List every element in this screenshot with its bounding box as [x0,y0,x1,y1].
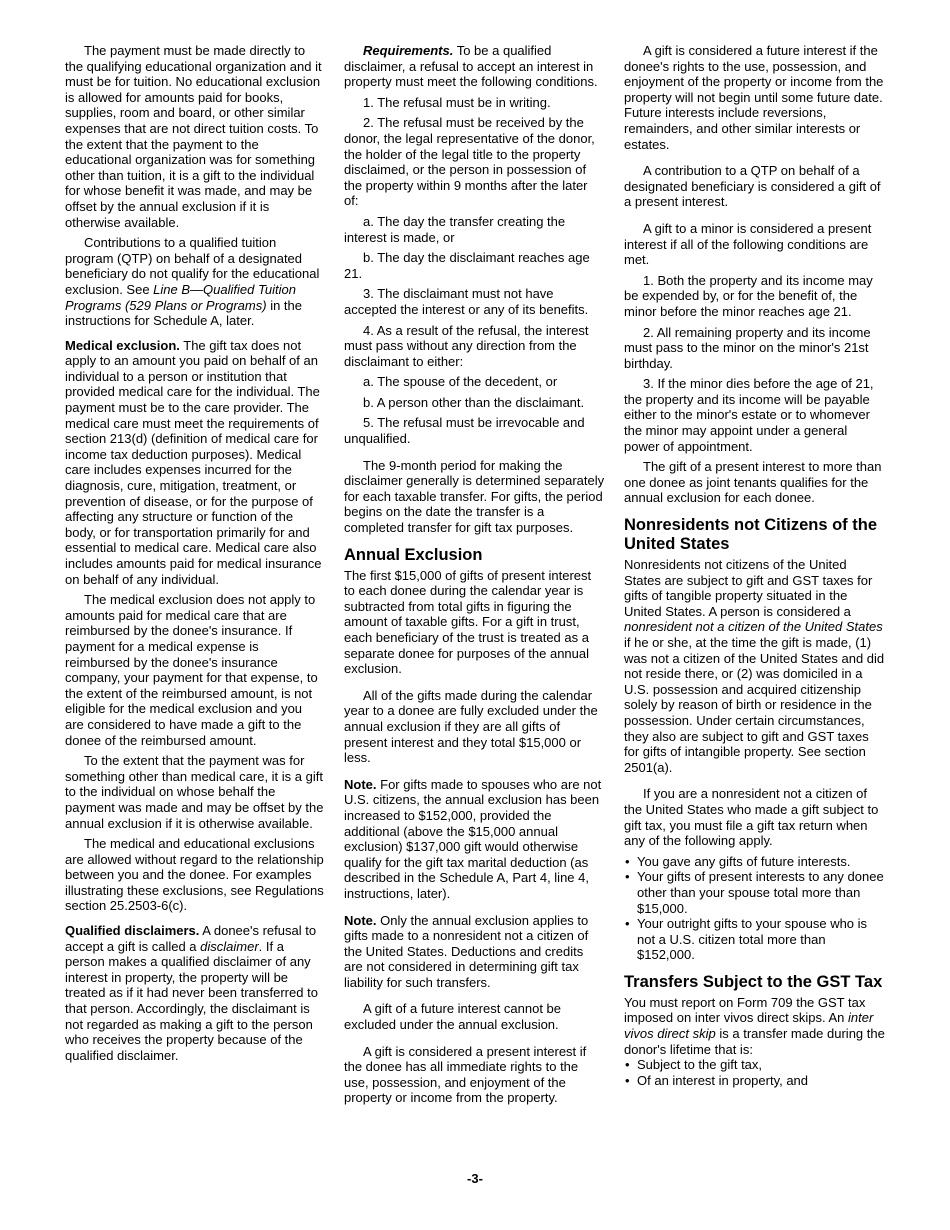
run-in-heading: Qualified disclaimers. [65,923,200,939]
bullet-item: • You gave any gifts of future interests. [624,854,886,870]
section-heading: Transfers Subject to the GST Tax [624,972,883,991]
paragraph: The payment must be made directly to the qualifying educational organization and it must be for tuition. No educational exclusion is allowed for amounts paid for books, supplies, room and board, or other similar expenses that are not direct tuition costs. To the extent that the payment to the educational organization was for something other than tuition, it is a gift to the individual for whose benefit it was made, and may be offset by the annual exclusion if it is otherwise available. [65,43,322,230]
paragraph: The medical and educational exclusions are allowed without regard to the relationship between you and the donee. For examples illustrating these exclusions, see Regulations section 25.2503-6(c). [65,836,324,914]
text: . If a person makes a qualified disclaimer of any interest in property, the property will be treated as if it had never been transferred to that person. Accordingly, the disclaimant is not regarded as making a gift to the person who receives the property because of the qualified disclaimer. [65,938,318,1063]
text: You must report on Form 709 the GST tax imposed on inter vivos direct skips. An [624,994,866,1026]
section-heading: Annual Exclusion [344,545,483,564]
bullet-item: • Of an interest in property, and [624,1073,886,1089]
paragraph: A gift of a future interest cannot be excluded under the annual exclusion. [344,1001,562,1033]
list-item: 4. As a result of the refusal, the interest must pass without any direction from the disclaimant to either: [344,322,589,369]
list-item: b. The day the disclaimant reaches age 21. [344,250,590,281]
text: A donee's refusal to accept a gift is called a [65,923,317,954]
term: inter vivos direct skip [624,1010,874,1042]
reference-link: Line B—Qualified Tuition Programs (529 Plans or Programs) [65,281,297,313]
note [344,913,605,991]
paragraph: The 9-month period for making the disclaimer generally is determined separately for each taxable transfer. For gifts, the period begins on the date the transfer is a completed transfer for gift tax purposes. [344,457,605,536]
note-label: Note. [344,912,377,928]
paragraph: The first $15,000 of gifts of present interest to each donee during the calendar year is subtracted from total gifts in figuring the amount of taxable gifts. For a gift in trust, each beneficiary of the trust is treated as a separate donee for purposes of the annual exclusion. [344,567,592,677]
paragraph: A gift to a minor is considered a present interest if all of the following conditions are met. [624,220,872,268]
list-item: b. A person other than the disclaimant. [363,394,585,410]
page-number: -3- [467,1171,483,1186]
text: if he or she, at the time the gift is made, (1) was not a citizen of the United States and did not reside there, or (2) was domiciled in a U.S. possession and acquired citizenship solely by reason of birth or residence in the possession. Under certain circumstances, they also are subject to gift and GST taxes for gifts of intangible property. See section 2501(a). [624,635,885,775]
list-item: 5. The refusal must be irrevocable and unqualified. [344,415,585,447]
list-item: 3. The disclaimant must not have accepted the interest or any of its benefits. [344,286,589,317]
paragraph [65,923,324,1063]
bullet-item: • Subject to the gift tax, [624,1057,886,1073]
paragraph [624,995,886,1057]
text: Contributions to a qualified tuition program (QTP) on behalf of a designated beneficiary do not qualify for the educational exclusion. See [65,235,320,297]
bullet-item: • Your gifts of present interests to any donee other than your spouse total more than $15,000. [624,869,886,916]
paragraph: The medical exclusion does not apply to amounts paid for medical care that are reimbursed by the donee's insurance. If payment for a medical expense is reimbursed by the donee's insurance company, your payment for that expense, to the extent of the reimbursed amount, is not eligible for the medical exclusion and you are considered to have made a gift to the donee of the reimbursed amount. [65,592,318,748]
list-item: 1. Both the property and its income may be expended by, or for the benefit of, the minor before the minor reaches age 21. [624,272,873,319]
list-item: 3. If the minor dies before the age of 21, the property and its income will be payable either to the minor's estate or to whomever the minor may appoint under a general power of appointment. [624,376,874,454]
paragraph: All of the gifts made during the calendar year to a donee are fully excluded under the annual exclusion if they are all gifts of present interest and they total $15,000 or less. [344,687,598,766]
paragraph [344,43,605,90]
paragraph [65,338,324,588]
text: Nonresidents not citizens of the United States are subject to gift and GST taxes for gifts of tangible property situated in the United States. A person is considered a [624,557,873,619]
text: For gifts made to spouses who are not U.S. citizens, the annual exclusion has been increased to $152,000, provided the additional (above the $15,000 annual exclusion) $137,000 gift would otherwise qualify for the gift tax marital deduction (as described in the Schedule A, Part 4, line 4, instructions, later). [344,776,602,901]
text: is a transfer made during the donor's lifetime that is: [624,1026,885,1057]
list-item: 2. The refusal must be received by the donor, the legal representative of the donor, the holder of the legal title to the property disclaimed, or the person in possession of the property within 9 months after the later of: [344,115,595,209]
text: Only the annual exclusion applies to gifts made to a nonresident not a citizen of the United States. Deductions and credits are not considered in determining gift tax liability for such transfers. [344,912,589,990]
list-item: a. The day the transfer creating the interest is made, or [344,213,566,245]
paragraph: A contribution to a QTP on behalf of a designated beneficiary is considered a gift of a present interest. [624,163,881,210]
paragraph [65,235,324,329]
bullet-item: • Your outright gifts to your spouse who is not a U.S. citizen total more than $152,000. [624,916,886,963]
text: in the instructions for Schedule A, later. [65,297,302,329]
list-item: 2. All remaining property and its income must pass to the minor on the minor's 21st birthday. [624,324,871,371]
term: nonresident not a citizen of the United States [624,619,883,635]
term: disclaimer [200,938,259,954]
list-item: 1. The refusal must be in writing. [363,94,551,110]
text: To be a qualified disclaimer, a refusal to accept an interest in property must meet the following conditions. [344,43,598,90]
note [344,777,605,902]
column-3 [624,43,886,1088]
text: The gift tax does not apply to an amount you paid on behalf of an individual to a person or institution that provided medical care for the individual. The payment must be to the care provider. The medical care must meet the requirements of section 213(d) (definition of medical care for income tax deduction purposes). Medical care includes expenses incurred for the diagnosis, cure, mitigation, treatment, or prevention of disease, or for the purpose of affecting any structure or function of the body, or for transportation primarily for and essential to medical care. Medical care also includes amounts paid for medical insurance on behalf of any individual. [65,337,322,587]
list-item: a. The spouse of the decedent, or [363,374,558,390]
column-1 [65,43,324,1068]
paragraph [624,557,886,775]
paragraph: A gift is considered a present interest if the donee has all immediate rights to the use, possession, and enjoyment of the property or income from the property. [344,1043,587,1106]
paragraph: If you are a nonresident not a citizen of the United States who made a gift subject to gift tax, you must file a gift tax return when any of the following apply. [624,786,879,849]
paragraph: To the extent that the payment was for something other than medical care, it is a gift to the individual on whose behalf the payment was made and may be offset by the annual exclusion if it is otherwise available. [65,753,324,831]
note-label: Note. [344,776,377,792]
paragraph: The gift of a present interest to more than one donee as joint tenants qualifies for the annual exclusion for each donee. [624,459,882,506]
section-heading: Nonresidents not Citizens of the United States [624,516,878,554]
paragraph: A gift is considered a future interest if the donee's rights to the use, possession, and enjoyment of the property or income from the property will not begin until some future date. Future interests include reversions, remainders, and other similar interests or estates. [624,43,884,152]
run-in-heading: Medical exclusion. [65,337,180,353]
column-2 [344,43,605,1111]
run-in-heading: Requirements. [363,43,454,58]
